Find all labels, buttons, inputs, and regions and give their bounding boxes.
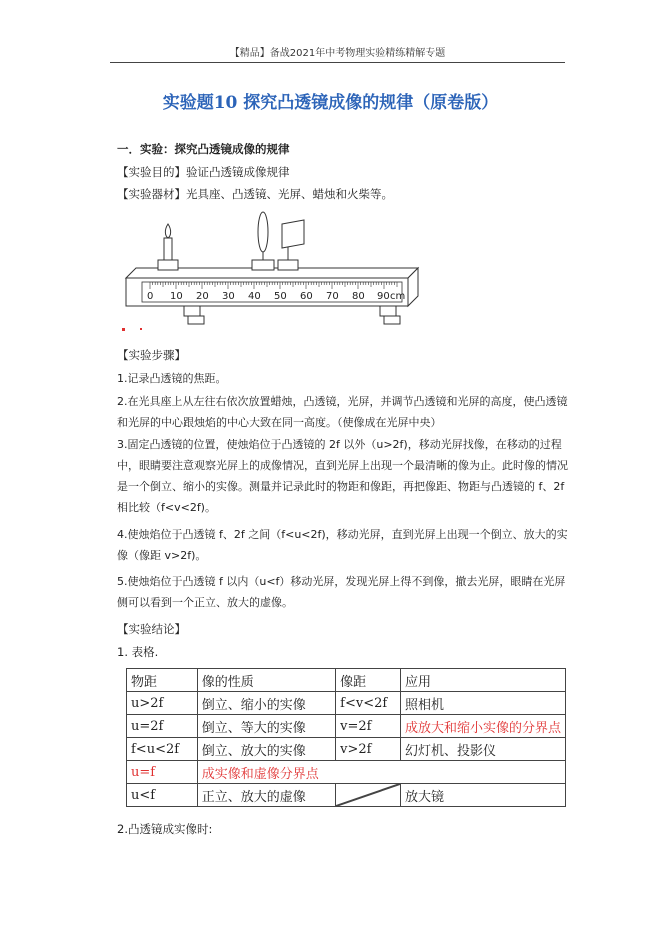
table-cell-highlight: 成实像和虚像分界点: [197, 761, 565, 784]
section-heading: 一．实验：探究凸透镜成像的规律: [117, 142, 290, 156]
table-row: [127, 692, 566, 715]
screen-icon: [278, 220, 304, 270]
table-cell-highlight: u=f: [127, 761, 198, 784]
table-cell: 正立、放大的虚像: [197, 784, 335, 807]
conclusion-heading: 【实验结论】: [117, 622, 186, 636]
table-cell: f<v<2f: [336, 692, 401, 715]
table-row: [127, 761, 566, 784]
step-5: 5.使烛焰位于凸透镜 f 以内（u<f）移动光屏，发现光屏上得不到像，撤去光屏，眼睛在光屏侧可以看到一个正立、放大的虚像。: [117, 575, 566, 609]
table-cell: u<f: [127, 784, 198, 807]
tick-label: 30: [222, 291, 235, 302]
diagonal-line-icon: [336, 784, 400, 806]
table-cell: 放大镜: [400, 784, 565, 807]
unit-label: cm: [390, 291, 406, 302]
page-header: 【精品】备战2021年中考物理实验精练精解专题: [229, 48, 446, 59]
table-row: [127, 784, 566, 807]
tick-label: 20: [196, 291, 209, 302]
step-3: 3.固定凸透镜的位置，使烛焰位于凸透镜的 2f 以外（u>2f)，移动光屏找像，在移动的过程中，眼睛要注意观察光屏上的成像情况，直到光屏上出现一个最清晰的像为止。此时像的情况是一个倒立、缩小的实像。测量并记录此时的物距和像距，再把像距、物距与凸透镜的 f、2f 相比较（f<v<2f)。: [117, 438, 568, 514]
table-label: 1. 表格.: [117, 645, 159, 659]
table-row: [127, 738, 566, 761]
table-header-cell: 物距: [127, 669, 198, 692]
page-title: 实验题10 探究凸透镜成像的规律（原卷版）: [162, 93, 499, 113]
table-cell: v=2f: [336, 715, 401, 738]
table-header-cell: 像距: [336, 669, 401, 692]
tick-label: 90: [377, 291, 390, 302]
tick-label: 60: [300, 291, 313, 302]
purpose-line: 【实验目的】验证凸透镜成像规律: [117, 165, 290, 179]
optical-bench-diagram: [118, 210, 428, 332]
table-header-cell: 应用: [400, 669, 565, 692]
tick-label: 50: [274, 291, 287, 302]
table-header-row: [127, 669, 566, 692]
table-cell: 倒立、等大的实像: [197, 715, 335, 738]
tick-label: 0: [147, 291, 154, 302]
table-cell: 倒立、放大的实像: [197, 738, 335, 761]
tick-label: 80: [352, 291, 365, 302]
step-4: 4.使烛焰位于凸透镜 f、2f 之间（f<u<2f)，移动光屏，直到光屏上出现一个倒立、放大的实像（像距 v>2f)。: [117, 528, 568, 562]
tick-label: 10: [170, 291, 183, 302]
table-cell: 幻灯机、投影仪: [400, 738, 565, 761]
item-2: 2.凸透镜成实像时:: [117, 822, 213, 836]
table-cell: u>2f: [127, 692, 198, 715]
table-row: [127, 715, 566, 738]
step-2: 2.在光具座上从左往右依次放置蜡烛，凸透镜，光屏，并调节凸透镜和光屏的高度，使凸透镜和光屏的中心跟烛焰的中心大致在同一高度。（使像成在光屏中央）: [117, 395, 568, 429]
imaging-rules-table: [126, 668, 566, 807]
table-cell-highlight: 成放大和缩小实像的分界点: [400, 715, 565, 738]
steps-heading: 【实验步骤】: [117, 348, 186, 362]
equipment-line: 【实验器材】光具座、凸透镜、光屏、蜡烛和火柴等。: [117, 187, 393, 201]
tick-label: 70: [326, 291, 339, 302]
step-1: 1.记录凸透镜的焦距。: [117, 372, 227, 385]
candle-icon: [158, 224, 178, 270]
table-cell: u=2f: [127, 715, 198, 738]
table-cell: f<u<2f: [127, 738, 198, 761]
table-cell-empty: [336, 784, 401, 807]
table-cell: 照相机: [400, 692, 565, 715]
table-cell: v>2f: [336, 738, 401, 761]
lens-icon: [252, 212, 274, 270]
table-header-cell: 像的性质: [197, 669, 335, 692]
tick-label: 40: [248, 291, 261, 302]
table-cell: 倒立、缩小的实像: [197, 692, 335, 715]
header-rule: [110, 62, 565, 63]
